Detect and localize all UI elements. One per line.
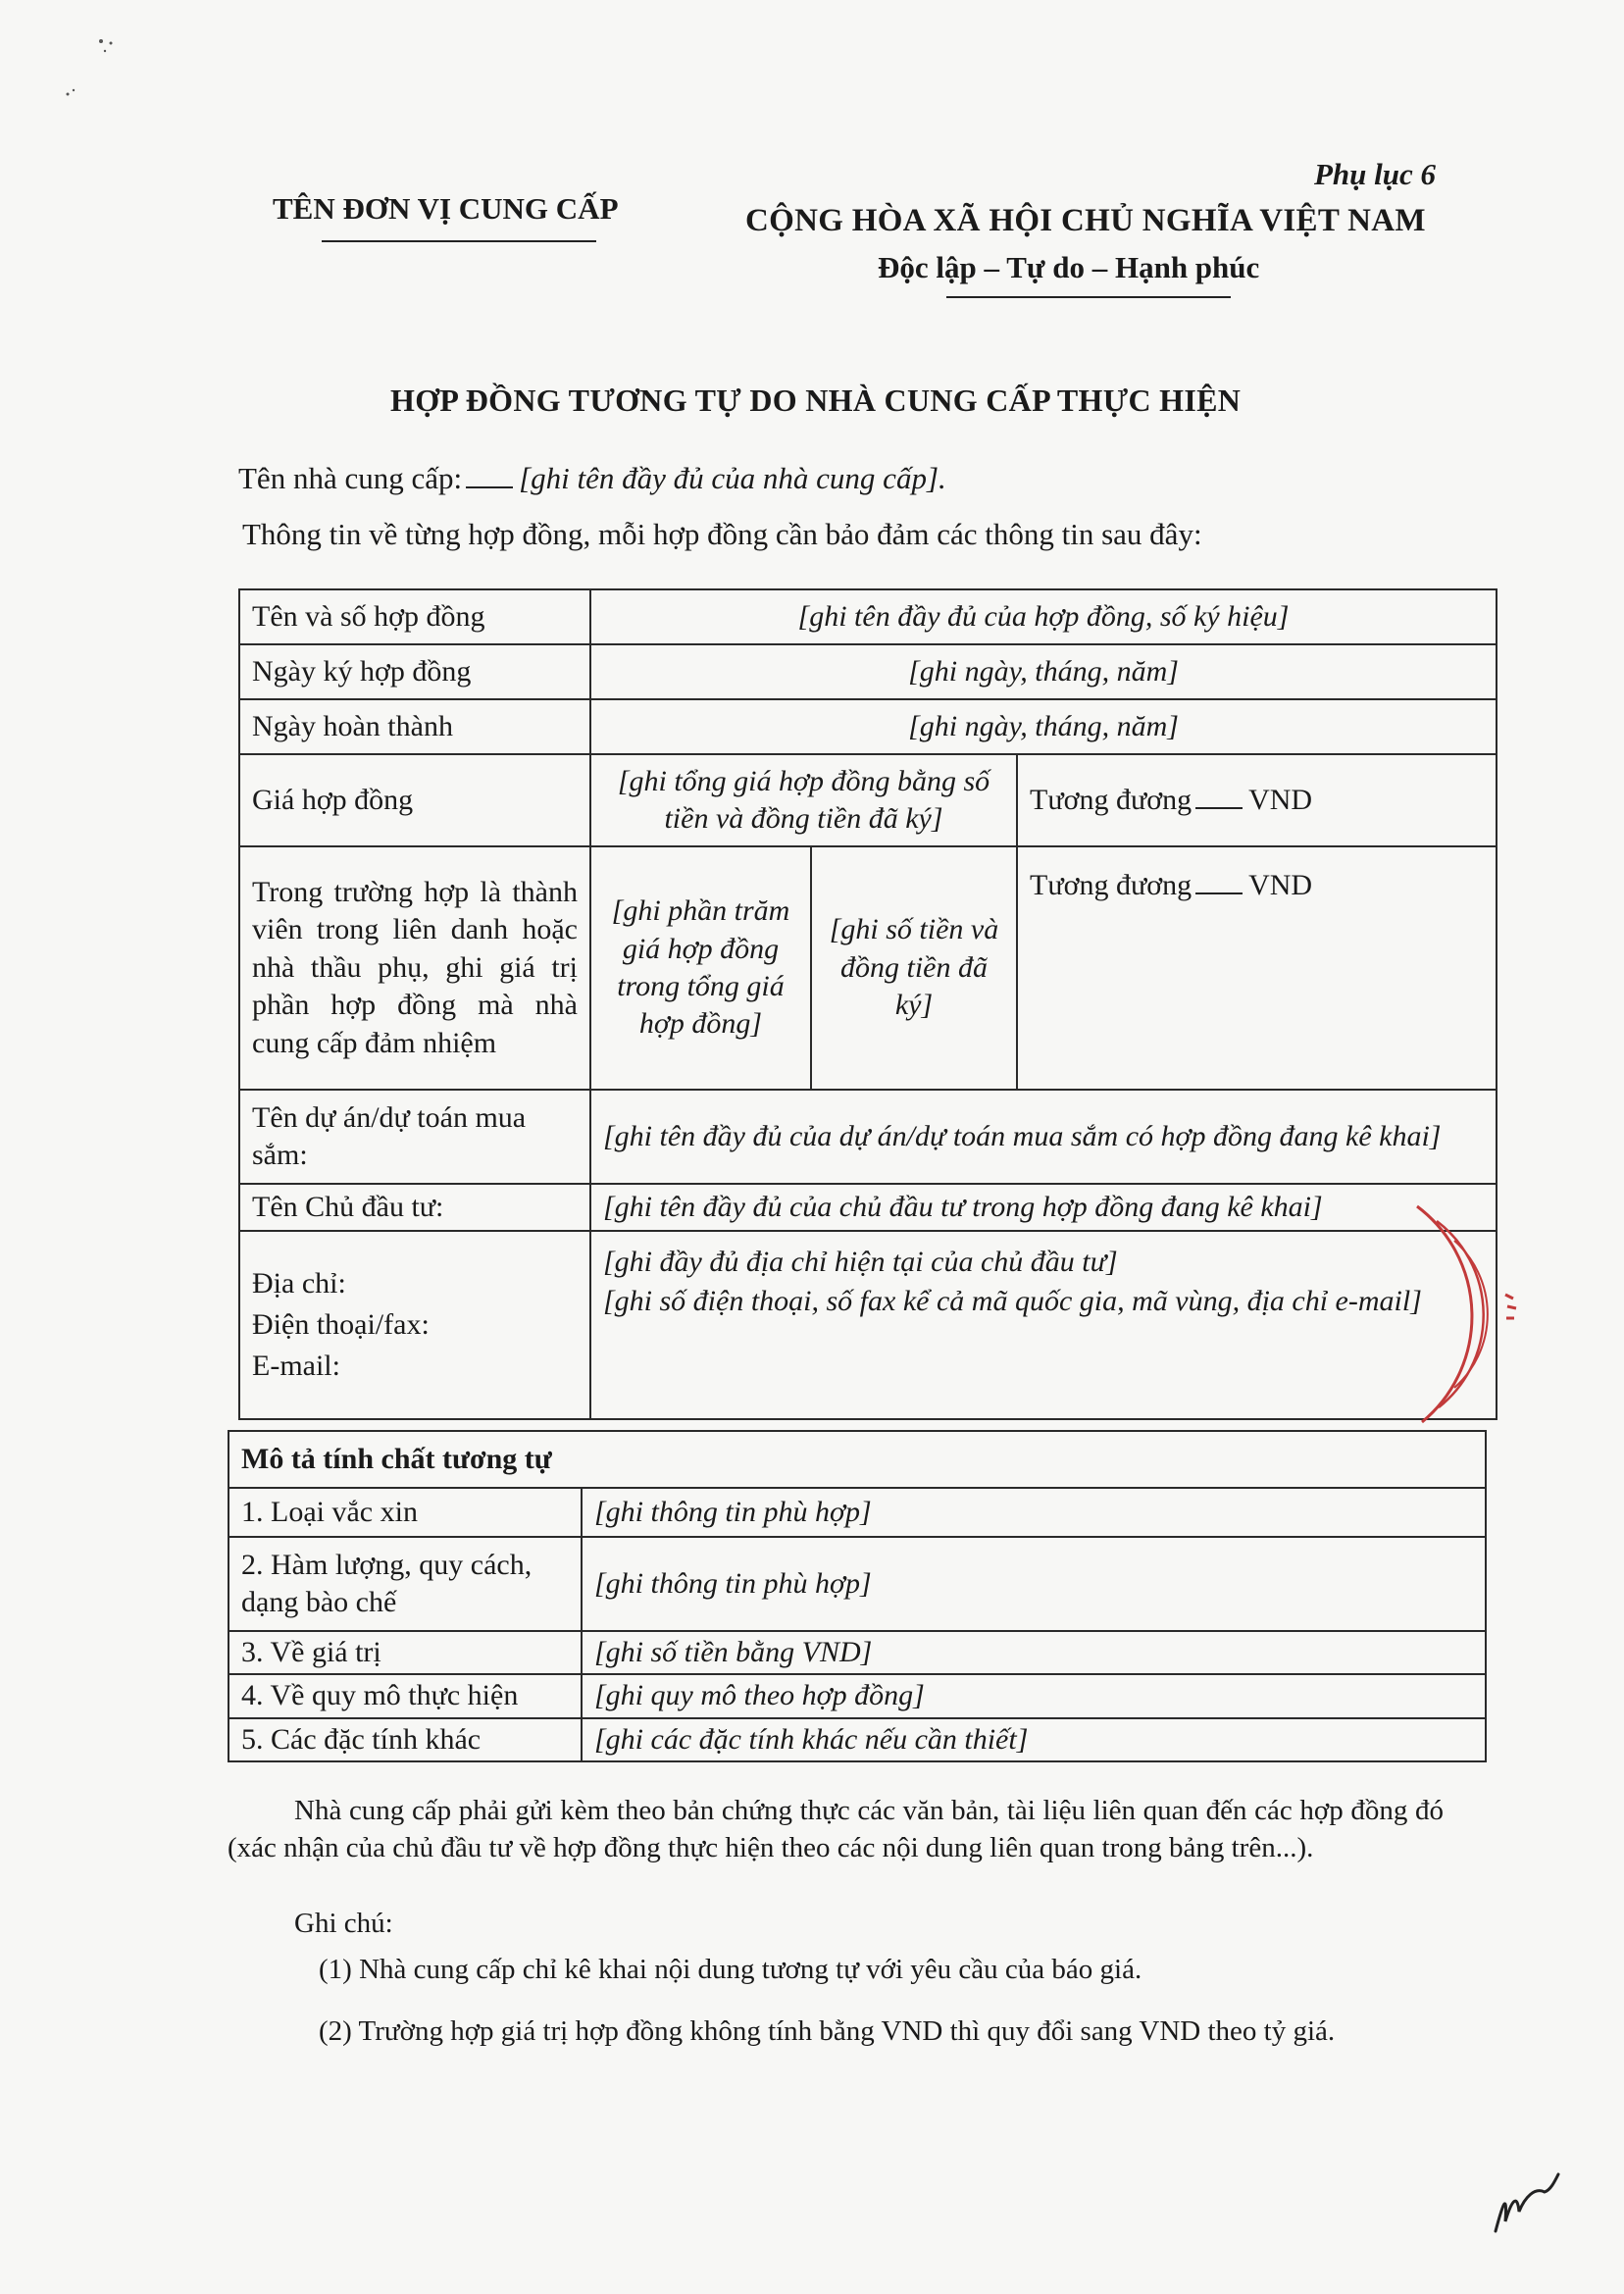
value-value: [ghi số tiền bằng VND]	[582, 1631, 1486, 1674]
table-row	[228, 1537, 1486, 1631]
table-row	[228, 1718, 1486, 1761]
investor-contact-labels	[239, 1231, 590, 1419]
contract-price-label: Giá hợp đồng	[239, 754, 590, 846]
appendix-label: Phụ lục 6	[1314, 157, 1437, 191]
scale-label: 4. Về quy mô thực hiện	[228, 1674, 582, 1717]
completion-date-label: Ngày hoàn thành	[239, 699, 590, 754]
member-share-amount: [ghi số tiền và đồng tiền đã ký]	[811, 846, 1017, 1090]
notes-heading: Ghi chú:	[294, 1908, 393, 1939]
equivalent-blank	[1195, 807, 1243, 809]
document-title: HỢP ĐỒNG TƯƠNG TỰ DO NHÀ CUNG CẤP THỰC HIỆN	[390, 382, 1242, 418]
table-row	[228, 1631, 1486, 1674]
section-title: Mô tả tính chất tương tự	[228, 1431, 1486, 1488]
investor-name-value: [ghi tên đầy đủ của chủ đầu tư trong hợp đồng đang kê khai]	[590, 1184, 1497, 1231]
note-1: (1) Nhà cung cấp chỉ kê khai nội dung tương tự với yêu cầu của báo giá.	[319, 1954, 1142, 1985]
address-label: Địa chỉ:	[252, 1267, 346, 1300]
supplier-blank	[466, 486, 513, 488]
signature-initials	[1486, 2163, 1564, 2241]
sign-date-value: [ghi ngày, tháng, năm]	[590, 644, 1497, 699]
contract-price-value: [ghi tổng giá hợp đồng bằng số tiền và đồng tiền đã ký]	[590, 754, 1017, 846]
table-row	[228, 1431, 1486, 1488]
equivalent-unit: VND	[1248, 783, 1313, 816]
table-row	[239, 754, 1497, 846]
value-label: 3. Về giá trị	[228, 1631, 582, 1674]
table-row	[239, 699, 1497, 754]
motto: Độc lập – Tự do – Hạnh phúc	[878, 250, 1260, 284]
investor-contact-values	[590, 1231, 1497, 1419]
dosage-form-value: [ghi thông tin phù hợp]	[582, 1537, 1486, 1631]
supplier-label: Tên nhà cung cấp:	[238, 461, 463, 495]
contact-value: [ghi số điện thoại, số fax kể cả mã quốc gia, mã vùng, địa chỉ e-mail]	[603, 1285, 1422, 1317]
member-share-label: Trong trường hợp là thành viên trong liên danh hoặc nhà thầu phụ, ghi giá trị phần hợp đồng mà nhà cung cấp đảm nhiệm	[239, 846, 590, 1090]
table-row	[228, 1674, 1486, 1717]
member-share-equivalent	[1017, 846, 1497, 1090]
vaccine-type-label: 1. Loại vắc xin	[228, 1488, 582, 1537]
project-name-label: Tên dự án/dự toán mua sắm:	[239, 1090, 590, 1184]
other-features-label: 5. Các đặc tính khác	[228, 1718, 582, 1761]
table-row	[239, 589, 1497, 644]
investor-name-label: Tên Chủ đầu tư:	[239, 1184, 590, 1231]
table-row	[239, 644, 1497, 699]
equivalent-prefix: Tương đương	[1030, 783, 1193, 816]
nation-title: CỘNG HÒA XÃ HỘI CHỦ NGHĨA VIỆT NAM	[745, 203, 1426, 238]
contract-price-equivalent	[1017, 754, 1497, 846]
org-name: TÊN ĐƠN VỊ CUNG CẤP	[273, 191, 619, 226]
similarity-table	[228, 1430, 1487, 1762]
scale-value: [ghi quy mô theo hợp đồng]	[582, 1674, 1486, 1717]
table-row	[239, 846, 1497, 1090]
table-row	[239, 1184, 1497, 1231]
sign-date-label: Ngày ký hợp đồng	[239, 644, 590, 699]
supplier-line	[238, 461, 946, 496]
other-features-value: [ghi các đặc tính khác nếu cần thiết]	[582, 1718, 1486, 1761]
supplier-hint: [ghi tên đầy đủ của nhà cung cấp].	[519, 461, 946, 495]
project-name-value: [ghi tên đầy đủ của dự án/dự toán mua sắm có hợp đồng đang kê khai]	[590, 1090, 1497, 1184]
phone-label: Điện thoại/fax:	[252, 1308, 430, 1341]
scan-specks	[54, 29, 132, 108]
table-row	[239, 1231, 1497, 1419]
note-2: (2) Trường hợp giá trị hợp đồng không tính bằng VND thì quy đổi sang VND theo tỷ giá.	[319, 2015, 1336, 2047]
member-share-percent: [ghi phần trăm giá hợp đồng trong tổng giá hợp đồng]	[590, 846, 811, 1090]
contract-name-label: Tên và số hợp đồng	[239, 589, 590, 644]
email-label: E-mail:	[252, 1350, 340, 1382]
red-stamp-partial	[1378, 1187, 1545, 1442]
table-row	[239, 1090, 1497, 1184]
completion-date-value: [ghi ngày, tháng, năm]	[590, 699, 1497, 754]
vaccine-type-value: [ghi thông tin phù hợp]	[582, 1488, 1486, 1537]
org-underline	[322, 240, 596, 242]
equivalent-unit: VND	[1248, 869, 1313, 901]
info-line: Thông tin về từng hợp đồng, mỗi hợp đồng cần bảo đảm các thông tin sau đây:	[242, 517, 1202, 551]
dosage-form-label: 2. Hàm lượng, quy cách, dạng bào chế	[228, 1537, 582, 1631]
contract-info-table	[238, 588, 1497, 1420]
attachment-note: Nhà cung cấp phải gửi kèm theo bản chứng thực các văn bản, tài liệu liên quan đến các hợp đồng đó (xác nhận của chủ đầu tư về hợp đồng thực hiện theo các nội dung liên quan trong bảng trên...).	[228, 1795, 1444, 1863]
contract-name-value: [ghi tên đầy đủ của hợp đồng, số ký hiệu]	[590, 589, 1497, 644]
equivalent-prefix: Tương đương	[1030, 869, 1193, 901]
address-value: [ghi đầy đủ địa chỉ hiện tại của chủ đầu tư]	[603, 1246, 1118, 1278]
equivalent-blank	[1195, 892, 1243, 894]
table-row	[228, 1488, 1486, 1537]
motto-underline	[946, 296, 1231, 298]
